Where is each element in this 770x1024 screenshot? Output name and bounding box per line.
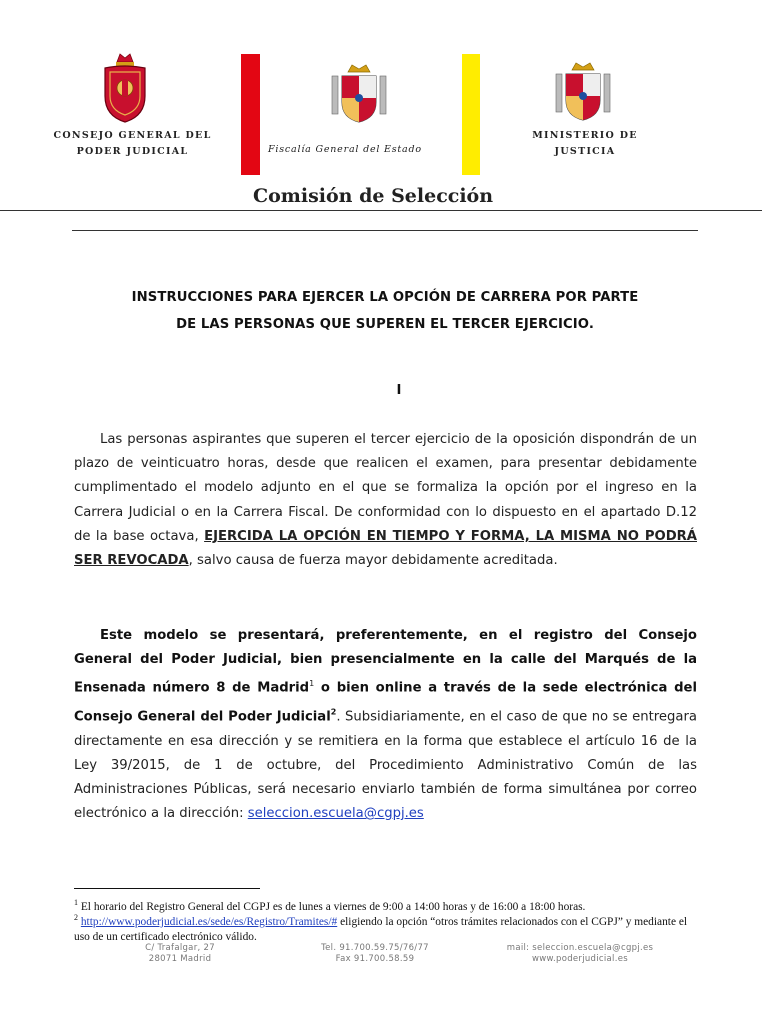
footer-web[interactable]: www.poderjudicial.es	[532, 954, 628, 964]
footnote-divider	[74, 888, 260, 889]
cgpj-name-line2: PODER JUDICIAL	[76, 146, 189, 157]
footer-tel: Tel. 91.700.59.75/76/77	[321, 943, 429, 953]
instructions-heading-line2: DE LAS PERSONAS QUE SUPEREN EL TERCER EJERCICIO.	[176, 317, 594, 332]
footer-phone	[300, 943, 450, 965]
ministry-name	[520, 128, 650, 160]
paragraph-1-text-b: , salvo causa de fuerza mayor debidamente acreditada.	[188, 553, 558, 569]
paragraph-2-text: . Subsidiariamente, en el caso de que no se entregara directamente en esa dirección y se remitiera en la forma que establece el artículo 16 de la Ley 39/2015, de 1 de octubre, del Procedimiento Administrativo Común de las Administraciones Públicas, será necesario enviarlo también de forma simultánea por correo electrónico a la dirección:	[74, 709, 697, 822]
cgpj-name-line1: CONSEJO GENERAL DEL	[53, 130, 212, 141]
footer-address	[110, 943, 250, 965]
paragraph-1-text-a: Las personas aspirantes que superen el tercer ejercicio de la oposición dispondrán de un plazo de veinticuatro horas, desde que realicen el examen, para presentar debidamente cumplimentado el modelo adjunto en el que se formaliza la opción por el ingreso en la Carrera Judicial o en la Carrera Fiscal. De conformidad con lo dispuesto en el apartado D.12 de la base octava,	[74, 432, 697, 544]
header-rule-top	[0, 210, 762, 211]
paragraph-submission	[74, 624, 697, 826]
footer-mail[interactable]: mail: seleccion.escuela@cgpj.es	[506, 943, 654, 953]
footnote-ref-1[interactable]: 1	[309, 679, 315, 689]
footnote-ref-2[interactable]: 2	[330, 708, 337, 717]
footer-contact	[495, 943, 665, 965]
red-stripe	[241, 54, 260, 175]
cgpj-name	[50, 128, 215, 160]
instructions-heading-line1: INSTRUCCIONES PARA EJERCER LA OPCIÓN DE CARRERA POR PARTE	[131, 290, 639, 305]
footer-address-city: 28071 Madrid	[148, 954, 212, 964]
yellow-stripe	[462, 54, 480, 175]
cgpj-crest-icon	[100, 50, 150, 129]
sede-electronica-link[interactable]: http://www.poderjudicial.es/sede/es/Registro/Tramites/#	[80, 915, 338, 928]
footnote-2	[74, 910, 704, 945]
paragraph-2-bold-a: Este modelo se presentará, preferentemente, en el registro del Consejo General del Poder Judicial, bien presencialmente en la calle del Marqués de la Ensenada número 8 de Madrid	[74, 628, 697, 696]
footer-address-street: C/ Trafalgar, 27	[145, 943, 215, 953]
ministry-name-line2: JUSTICIA	[554, 146, 616, 157]
fiscalia-name: Fiscalía General del Estado	[268, 144, 422, 155]
section-number: I	[396, 383, 402, 398]
paragraph-option-deadline	[74, 428, 697, 573]
footer-fax: Fax 91.700.58.59	[335, 954, 415, 964]
ministry-name-line1: MINISTERIO DE	[532, 130, 638, 141]
footnote-1-text: El horario del Registro General del CGPJ es de lunes a viernes de 9:00 a 14:00 horas y de 16:00 a 18:00 horas.	[78, 900, 586, 913]
irrevocable-notice: EJERCIDA LA OPCIÓN EN TIEMPO Y FORMA, LA MISMA NO PODRÁ SER REVOCADA	[74, 528, 697, 569]
footnote-2-text: eligiendo la opción “otros trámites relacionados con el CGPJ” y mediante el uso de un certificado electrónico válido.	[74, 915, 688, 943]
footnote-1-number: 1	[74, 898, 78, 907]
spain-coat-of-arms-icon	[328, 62, 390, 128]
footnote-2-number: 2	[74, 913, 78, 922]
ministry-coat-of-arms-icon	[552, 60, 614, 126]
page-title: Comisión de Selección	[252, 185, 494, 207]
email-link[interactable]: seleccion.escuela@cgpj.es	[247, 806, 424, 822]
paragraph-2-bold-b: o bien online a través de la sede electrónica del Consejo General del Poder Judicial	[74, 680, 698, 725]
header-rule-bottom	[72, 230, 698, 231]
